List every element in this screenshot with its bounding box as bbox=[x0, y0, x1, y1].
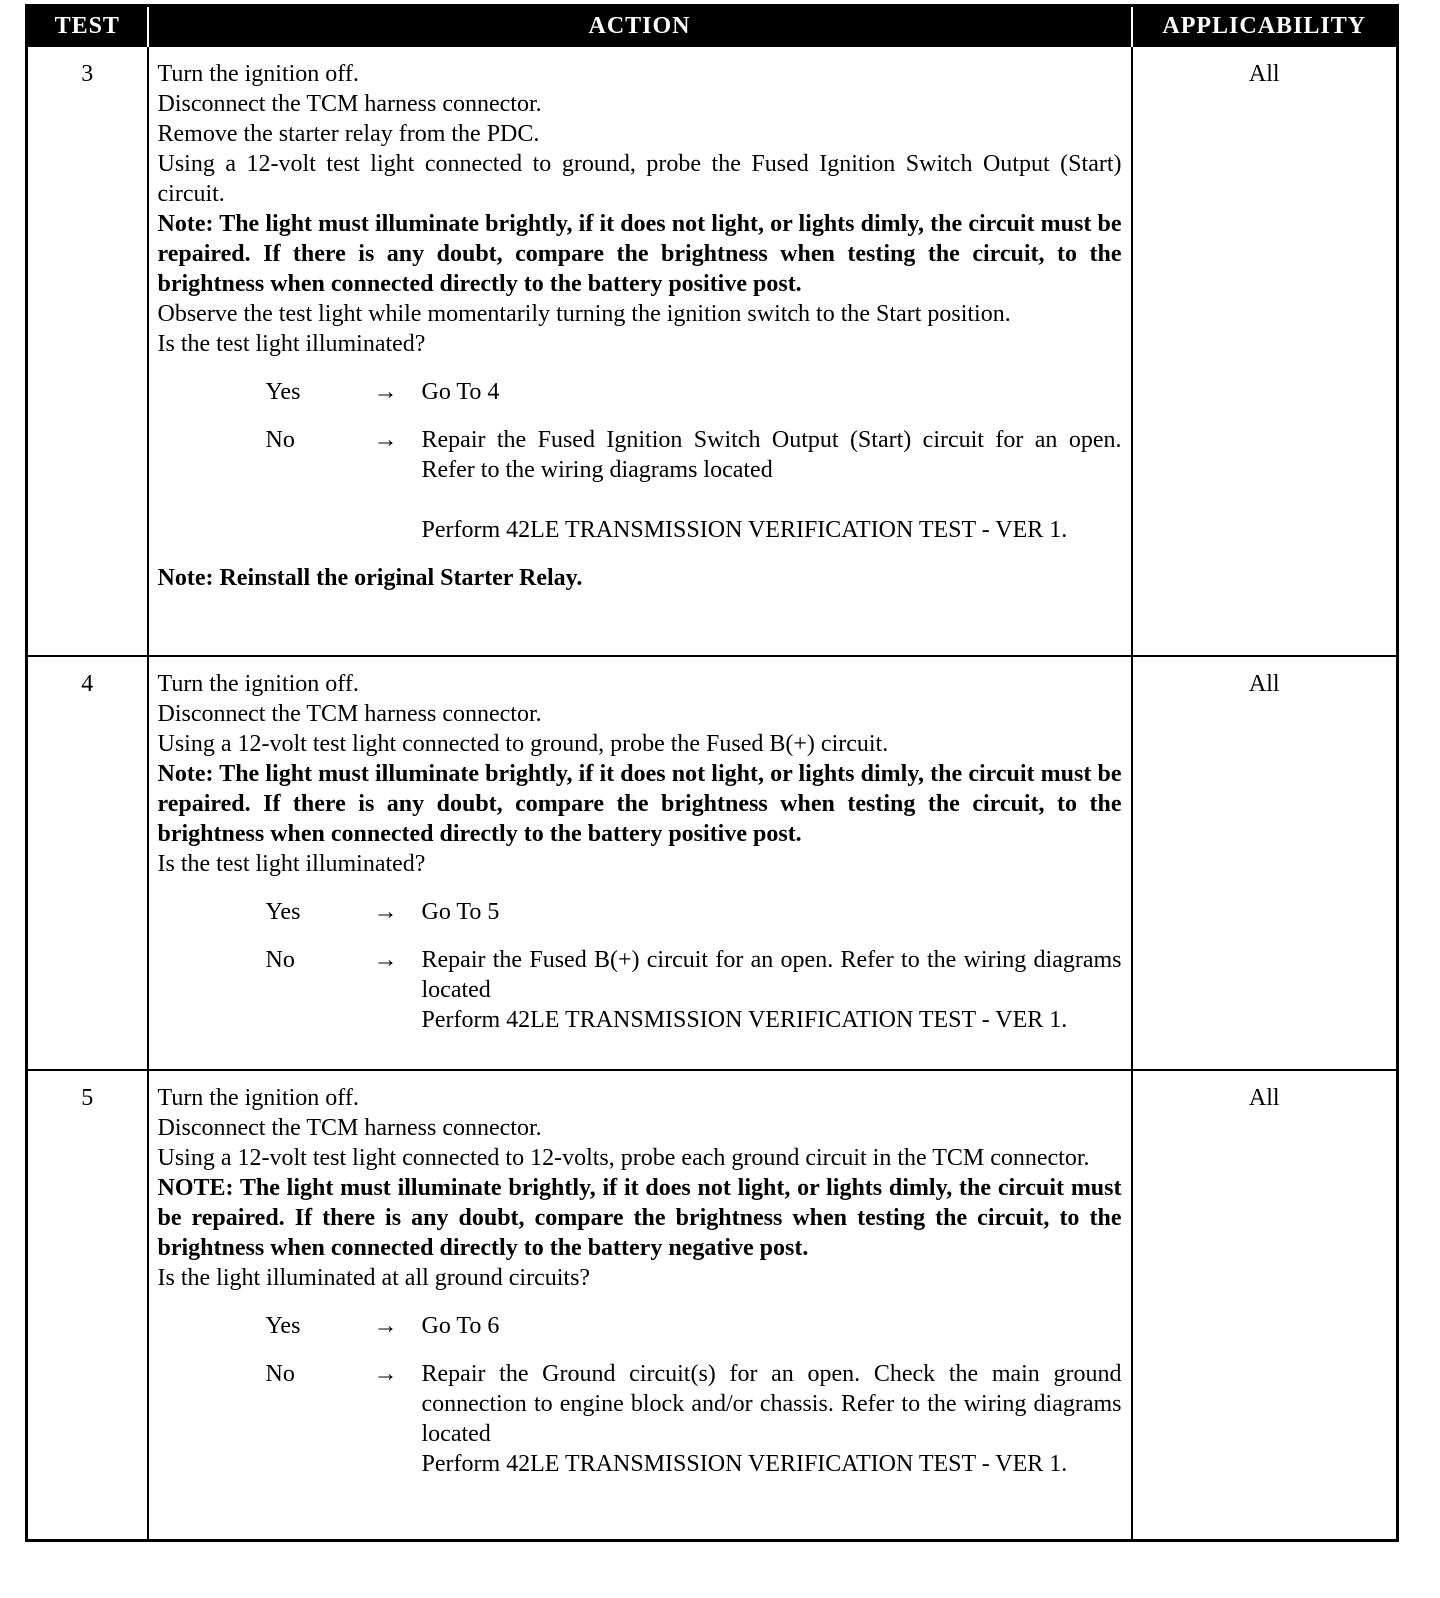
action-step: Turn the ignition off. bbox=[157, 671, 359, 697]
no-action bbox=[422, 945, 1122, 1035]
action-step: Remove the starter relay from the PDC. bbox=[157, 121, 540, 147]
action-step: Disconnect the TCM harness connector. bbox=[157, 701, 542, 727]
action-step: Turn the ignition off. bbox=[157, 61, 359, 87]
yes-label: Yes bbox=[265, 379, 301, 405]
verification-test-instruction: Perform 42LE TRANSMISSION VERIFICATION TEST - VER 1. bbox=[421, 1007, 1068, 1033]
table-row-test-4 bbox=[27, 656, 1398, 1070]
outcome-no bbox=[158, 1359, 1122, 1479]
outcome-no bbox=[158, 945, 1122, 1035]
action-question: Is the test light illuminated? bbox=[157, 851, 426, 877]
verification-test-instruction: Perform 42LE TRANSMISSION VERIFICATION TEST - VER 1. bbox=[421, 1451, 1068, 1477]
yes-action: Go To 6 bbox=[421, 1313, 500, 1339]
verification-test-instruction: Perform 42LE TRANSMISSION VERIFICATION TEST - VER 1. bbox=[421, 517, 1068, 543]
arrow-right-icon: → bbox=[373, 427, 398, 453]
no-action-text: Repair the Fused Ignition Switch Output (Start) circuit for an open. Refer to the wiring diagrams located bbox=[421, 427, 1122, 483]
table-header-row bbox=[27, 6, 1398, 47]
action-step: Disconnect the TCM harness connector. bbox=[157, 1115, 542, 1141]
column-header-applicability: APPLICABILITY bbox=[1132, 6, 1398, 47]
arrow-right-icon: → bbox=[373, 899, 398, 925]
applicability-value: All bbox=[1132, 1070, 1398, 1540]
action-note: Note: The light must illuminate brightly, if it does not light, or lights dimly, the circuit must be repaired. If there is any doubt, compare the brightness when testing the circuit, to the brightness when connected directly to the battery positive post. bbox=[157, 211, 1122, 297]
no-action-text: Repair the Fused B(+) circuit for an open. Refer to the wiring diagrams located bbox=[421, 947, 1122, 1003]
table-row-test-3 bbox=[27, 46, 1398, 656]
no-label: No bbox=[265, 427, 295, 453]
action-step: Disconnect the TCM harness connector. bbox=[157, 91, 542, 117]
no-action bbox=[422, 1359, 1122, 1479]
no-label: No bbox=[265, 1361, 295, 1387]
action-step: Using a 12-volt test light connected to ground, probe the Fused B(+) circuit. bbox=[157, 731, 889, 757]
column-header-action: ACTION bbox=[148, 6, 1132, 47]
action-step: Observe the test light while momentarily turning the ignition switch to the Start position. bbox=[157, 301, 1011, 327]
outcome-yes bbox=[158, 897, 1122, 927]
action-step: Turn the ignition off. bbox=[157, 1085, 359, 1111]
outcome-yes bbox=[158, 1311, 1122, 1341]
arrow-right-icon: → bbox=[373, 1313, 398, 1339]
arrow-right-icon: → bbox=[373, 1361, 398, 1387]
yes-label: Yes bbox=[265, 1313, 301, 1339]
action-question: Is the test light illuminated? bbox=[157, 331, 426, 357]
final-note: Note: Reinstall the original Starter Relay. bbox=[157, 565, 583, 591]
diagnostic-test-table bbox=[25, 4, 1399, 1542]
no-action bbox=[422, 425, 1122, 545]
outcome-yes bbox=[158, 377, 1122, 407]
action-cell bbox=[148, 46, 1132, 656]
action-note: NOTE: The light must illuminate brightly, if it does not light, or lights dimly, the circuit must be repaired. If there is any doubt, compare the brightness when testing the circuit, to the brightness when connected directly to the battery negative post. bbox=[157, 1175, 1122, 1261]
yes-action: Go To 4 bbox=[421, 379, 500, 405]
outcome-no bbox=[158, 425, 1122, 545]
test-number: 3 bbox=[27, 46, 148, 656]
yes-label: Yes bbox=[265, 899, 301, 925]
no-label: No bbox=[265, 947, 295, 973]
arrow-right-icon: → bbox=[373, 379, 398, 405]
action-question: Is the light illuminated at all ground circuits? bbox=[157, 1265, 591, 1291]
action-cell bbox=[148, 1070, 1132, 1540]
action-cell bbox=[148, 656, 1132, 1070]
arrow-right-icon: → bbox=[373, 947, 398, 973]
action-step: Using a 12-volt test light connected to 12-volts, probe each ground circuit in the TCM connector. bbox=[157, 1145, 1090, 1171]
test-number: 5 bbox=[27, 1070, 148, 1540]
test-number: 4 bbox=[27, 656, 148, 1070]
action-step: Using a 12-volt test light connected to ground, probe the Fused Ignition Switch Output (Start) circuit. bbox=[157, 151, 1122, 207]
applicability-value: All bbox=[1132, 656, 1398, 1070]
applicability-value: All bbox=[1132, 46, 1398, 656]
table-row-test-5 bbox=[27, 1070, 1398, 1540]
action-note: Note: The light must illuminate brightly, if it does not light, or lights dimly, the circuit must be repaired. If there is any doubt, compare the brightness when testing the circuit, to the brightness when connected directly to the battery positive post. bbox=[157, 761, 1122, 847]
column-header-test: TEST bbox=[27, 6, 148, 47]
no-action-text: Repair the Ground circuit(s) for an open. Check the main ground connection to engine block and/or chassis. Refer to the wiring diagrams located bbox=[421, 1361, 1122, 1447]
yes-action: Go To 5 bbox=[421, 899, 500, 925]
